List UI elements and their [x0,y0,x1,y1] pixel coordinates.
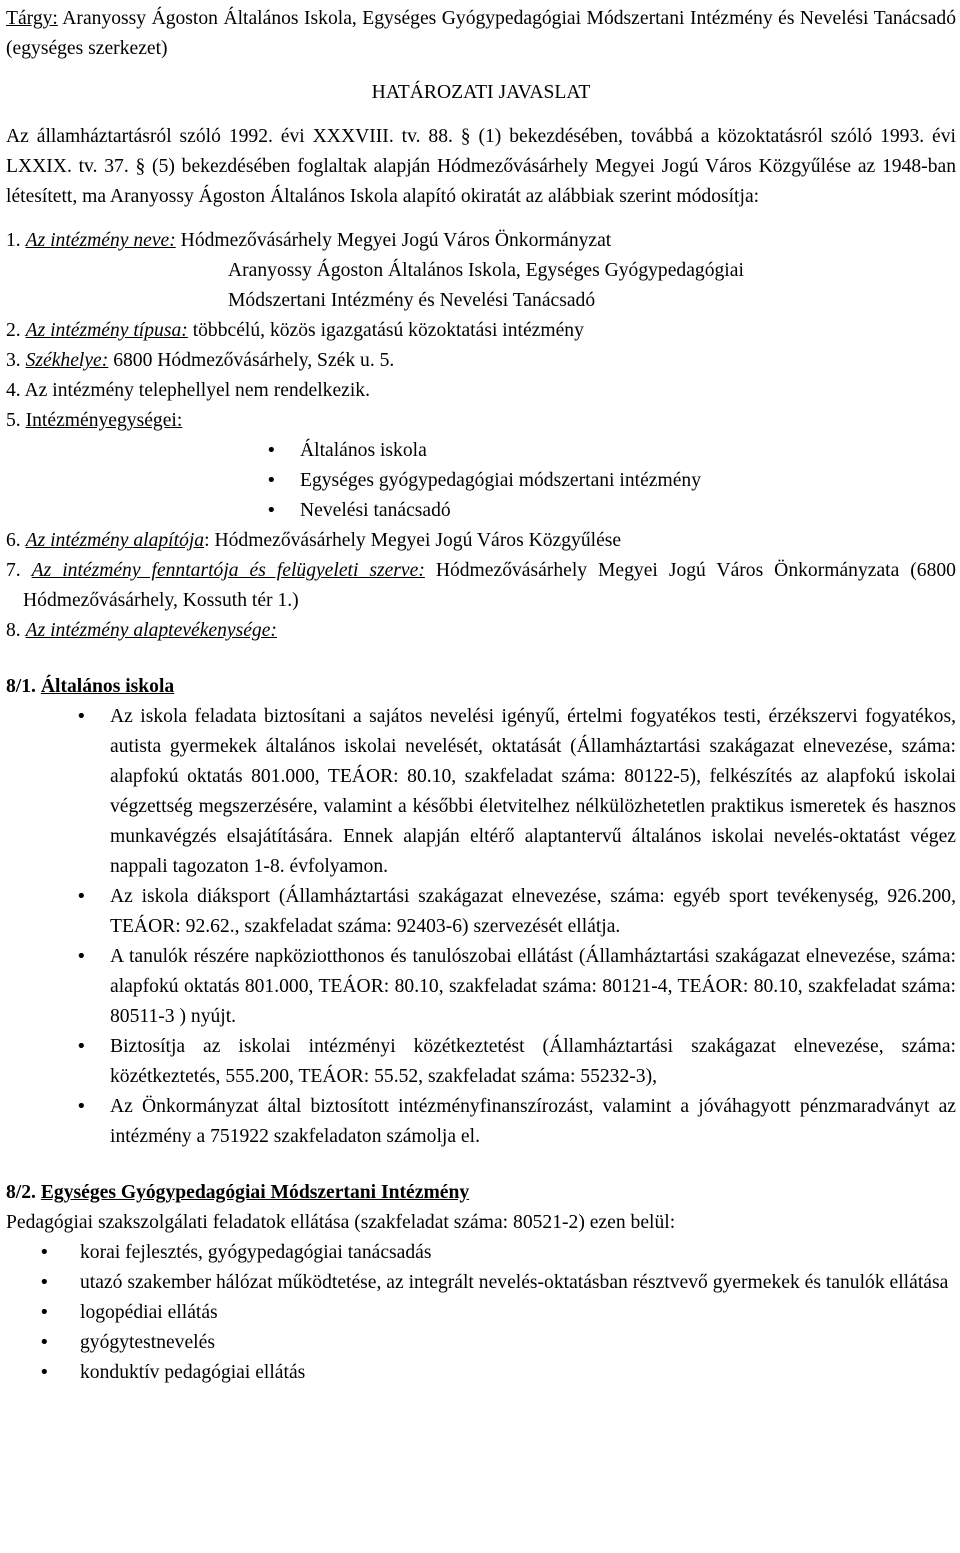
subject-line [6,4,956,64]
item-7-number: 7. [6,560,21,581]
item-5-number: 5. [6,410,21,431]
item-1-number: 1. [6,230,21,251]
section-1-heading [6,672,956,702]
item-3-label: Székhelye: [25,350,109,371]
item-2-number: 2. [6,320,21,341]
subject-label: Tárgy: [6,8,58,29]
list-item: • Egységes gyógypedagógiai módszertani intézmény [6,466,956,496]
item-7 [6,556,956,616]
item-5-label: Intézményegységei: [25,410,183,431]
item-2 [6,316,956,346]
item-5 [6,406,956,436]
list-item: • Általános iskola [6,436,956,466]
section-2-list [6,1238,956,1388]
item-6-value: : Hódmezővásárhely Megyei Jogú Város Közgyűlése [204,530,622,551]
list-item: • konduktív pedagógiai ellátás [6,1358,956,1388]
list-item: • utazó szakember hálózat működtetése, az integrált nevelés-oktatásban résztvevő gyermekek és tanulók ellátása [6,1268,956,1298]
document-page [6,4,956,1388]
item-1-value-line-2: Aranyossy Ágoston Általános Iskola, Egységes Gyógypedagógiai [228,260,744,281]
item-7-label: Az intézmény fenntartója és felügyeleti szerve: [31,560,425,581]
section-1-list [6,702,956,1152]
section-2-heading [6,1178,956,1208]
section-2-lead: Pedagógiai szakszolgálati feladatok ellátása (szakfeladat száma: 80521-2) ezen belül: [6,1212,676,1233]
unit-list [6,436,956,526]
list-item: • Biztosítja az iskolai intézményi közétkeztetést (Államháztartási szakágazat elnevezése, száma: közétkeztetés, 555.200, TEÁOR: 55.52, szakfeladat száma: 55232-3), [6,1032,956,1092]
document-title: HATÁROZATI JAVASLAT [371,82,591,103]
item-1-label: Az intézmény neve: [25,230,176,251]
item-1-value-line-3: Módszertani Intézmény és Nevelési Tanácsadó [228,290,596,311]
list-item: • korai fejlesztés, gyógypedagógiai tanácsadás [6,1238,956,1268]
intro-paragraph: Az államháztartásról szóló 1992. évi XXXVIII. tv. 88. § (1) bekezdésében, továbbá a közoktatásról szóló 1993. évi LXXIX. tv. 37. § (5) bekezdésében foglaltak alapján Hódmezővásárhely Megyei Jogú Város Közgyűlése az 1948-ban létesített, ma Aranyossy Ágoston Általános Iskola alapító okiratát az alábbiak szerint módosítja: [6,126,956,207]
list-item: • Az Önkormányzat által biztosított intézményfinanszírozást, valamint a jóváhagyott pénzmaradványt az intézmény a 751922 szakfeladaton számolja el. [6,1092,956,1152]
item-3-number: 3. [6,350,21,371]
item-8-number: 8. [6,620,21,641]
item-8 [6,616,956,646]
section-2-number: 8/2. [6,1182,36,1203]
item-8-label: Az intézmény alaptevékenysége: [25,620,277,641]
section-1-title: Általános iskola [40,676,175,697]
item-6 [6,526,956,556]
item-6-label: Az intézmény alapítója [25,530,205,551]
item-3 [6,346,956,376]
item-1-value: Hódmezővásárhely Megyei Jogú Város Önkormányzat [180,230,612,251]
list-item: • gyógytestnevelés [6,1328,956,1358]
item-2-label: Az intézmény típusa: [25,320,188,341]
item-4: 4. Az intézmény telephellyel nem rendelkezik. [6,380,370,401]
item-1 [6,226,956,256]
item-3-value: 6800 Hódmezővásárhely, Szék u. 5. [113,350,395,371]
list-item: • Az iskola diáksport (Államháztartási szakágazat elnevezése, száma: egyéb sport tevékenység, 926.200, TEÁOR: 92.62., szakfeladat száma: 92403-6) szervezését ellátja. [6,882,956,942]
subject-text: Aranyossy Ágoston Általános Iskola, Egységes Gyógypedagógiai Módszertani Intézmény és Nevelési Tanácsadó (egységes szerkezet) [6,8,956,59]
item-7-value: Hódmezővásárhely Megyei Jogú Város Önkormányzata (6800 Hódmezővásárhely, Kossuth tér 1.) [23,560,956,611]
item-2-value: többcélú, közös igazgatású közoktatási intézmény [192,320,584,341]
section-1-number: 8/1. [6,676,36,697]
list-item: • A tanulók részére napköziotthonos és tanulószobai ellátást (Államháztartási szakágazat elnevezése, száma: alapfokú oktatás 801.000, TEÁOR: 80.10, szakfeladat száma: 80121-4, TEÁOR: 80.10, szakfeladat száma: 80511-3 ) nyújt. [6,942,956,1032]
item-6-number: 6. [6,530,21,551]
list-item: • Nevelési tanácsadó [6,496,956,526]
list-item: • Az iskola feladata biztosítani a sajátos nevelési igényű, értelmi fogyatékos testi, érzékszervi fogyatékos, autista gyermekek általános iskolai nevelését, oktatását (Államháztartási szakágazat elnevezése, száma: alapfokú oktatás 801.000, TEÁOR: 80.10, szakfeladat száma: 80122-5), felkészítés az alapfokú iskolai végzettség megszerzésére, valamint a későbbi életvitelhez nélkülözhetetlen praktikus ismeretek és hasznos munkavégzés elsajátítására. Ennek alapján eltérő alaptantervű általános iskolai nevelés-oktatást végez nappali tagozaton 1-8. évfolyamon. [6,702,956,882]
list-item: • logopédiai ellátás [6,1298,956,1328]
section-2-title: Egységes Gyógypedagógiai Módszertani Intézmény [40,1182,470,1203]
